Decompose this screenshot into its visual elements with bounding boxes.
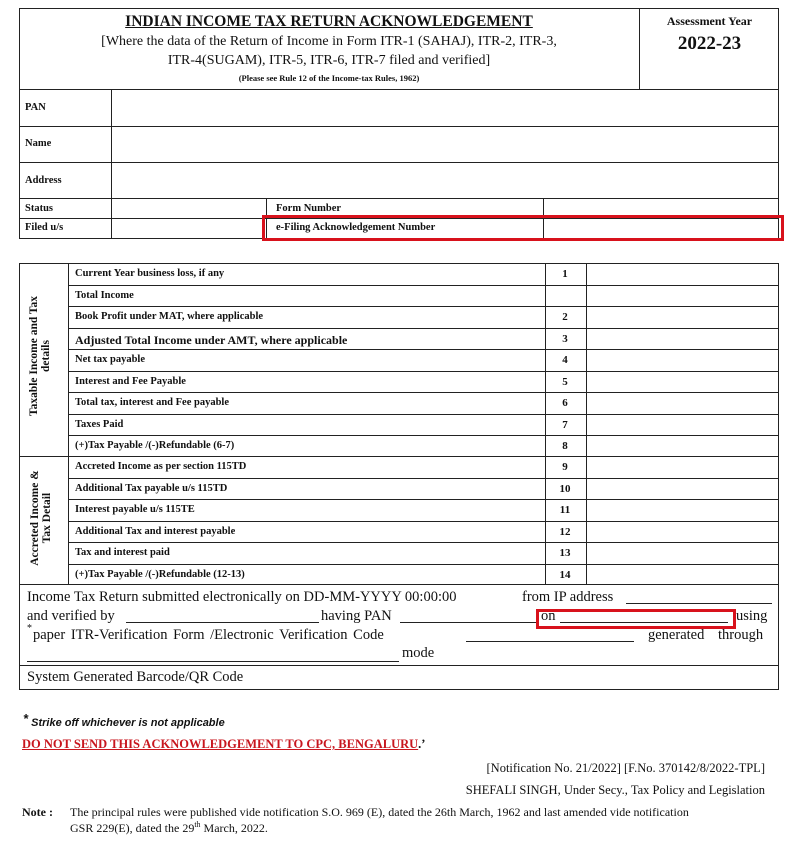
income-row-label: Adjusted Total Income under AMT, where applicable bbox=[75, 332, 348, 347]
income-row-label: Current Year business loss, if any bbox=[75, 268, 225, 279]
verification-line4: mode bbox=[402, 645, 435, 661]
income-row-label: Net tax payable bbox=[75, 354, 145, 365]
accreted-row-number: 10 bbox=[559, 482, 571, 495]
mode-blank bbox=[27, 661, 399, 662]
income-row-label: Taxes Paid bbox=[75, 418, 124, 430]
accreted-row-value bbox=[587, 521, 778, 543]
accreted-row-value bbox=[587, 499, 778, 521]
accreted-row-label: Additional Tax and interest payable bbox=[75, 525, 236, 537]
accreted-row-value bbox=[587, 456, 778, 478]
name-label: Name bbox=[25, 138, 52, 149]
income-row-number: 4 bbox=[562, 354, 568, 366]
verification-line1b: from IP address bbox=[522, 589, 614, 605]
do-not-send-warning: DO NOT SEND THIS ACKNOWLEDGEMENT TO CPC, BENGALURU.’ bbox=[22, 737, 426, 751]
ack-number-label: e-Filing Acknowledgement Number bbox=[276, 222, 436, 233]
income-row-label: Book Profit under MAT, where applicable bbox=[75, 311, 264, 322]
code-blank bbox=[466, 641, 634, 642]
page-subtitle-1: [Where the data of the Return of Income in Form ITR-1 (SAHAJ), ITR-2, ITR-3, bbox=[101, 34, 557, 49]
accreted-row-label: Additional Tax payable u/s 115TD bbox=[75, 482, 228, 494]
income-row-value bbox=[587, 414, 778, 436]
note-line2: GSR 229(E), dated the 29th March, 2022. bbox=[70, 820, 268, 835]
ip-address-blank bbox=[626, 603, 772, 604]
income-row-number: 6 bbox=[562, 397, 568, 409]
filed-label: Filed u/s bbox=[25, 222, 64, 233]
verification-line2d: using bbox=[736, 608, 768, 624]
income-row-number: 8 bbox=[562, 440, 568, 452]
form-number-label: Form Number bbox=[276, 203, 342, 214]
accreted-row-number: 13 bbox=[559, 547, 571, 559]
asterisk-mark: * bbox=[27, 623, 32, 634]
verified-by-blank bbox=[126, 622, 319, 623]
ack-number-highlight bbox=[262, 215, 784, 241]
income-row-number: 5 bbox=[562, 375, 568, 388]
accreted-row-number: 11 bbox=[559, 504, 571, 516]
income-row-value bbox=[587, 349, 778, 371]
income-row-number: 3 bbox=[562, 332, 568, 345]
verification-line3a: paper ITR-Verification Form /Electronic Verification Code bbox=[33, 627, 384, 643]
verification-line1a: Income Tax Return submitted electronically on DD-MM-YYYY 00:00:00 bbox=[27, 589, 457, 605]
income-row-label: Interest and Fee Payable bbox=[75, 375, 186, 387]
assessment-year-label: Assessment Year bbox=[666, 14, 753, 28]
page-title: INDIAN INCOME TAX RETURN ACKNOWLEDGEMENT bbox=[125, 13, 533, 30]
income-row-value bbox=[587, 328, 778, 350]
income-row-number: 2 bbox=[562, 311, 568, 323]
verification-line2b: having PAN bbox=[321, 608, 392, 624]
notification-ref: [Notification No. 21/2022] [F.No. 370142/8/2022-TPL] bbox=[486, 761, 765, 775]
accreted-row-label: Tax and interest paid bbox=[75, 547, 170, 558]
note-line1: The principal rules were published vide notification S.O. 969 (E), dated the 26th March, 1962 and last amended vide notification bbox=[70, 805, 689, 819]
pan-blank bbox=[400, 622, 538, 623]
accreted-row-value bbox=[587, 542, 778, 564]
assessment-year-value: 2022-23 bbox=[677, 33, 742, 54]
income-row-number: 1 bbox=[562, 268, 568, 280]
accreted-row-label: (+)Tax Payable /(-)Refundable (12-13) bbox=[75, 568, 245, 580]
income-row-value bbox=[587, 435, 778, 457]
note-label: Note : bbox=[22, 805, 53, 819]
page-subtitle-2: ITR-4(SUGAM), ITR-5, ITR-6, ITR-7 filed and verified] bbox=[167, 53, 491, 68]
income-row-label: Total tax, interest and Fee payable bbox=[75, 397, 229, 408]
accreted-row-value bbox=[587, 478, 778, 500]
barcode-label: System Generated Barcode/QR Code bbox=[27, 669, 244, 685]
income-row-label: (+)Tax Payable /(-)Refundable (6-7) bbox=[75, 440, 235, 451]
signatory: SHEFALI SINGH, Under Secy., Tax Policy and Legislation bbox=[465, 783, 765, 797]
income-row-value bbox=[587, 306, 778, 328]
accreted-row-number: 14 bbox=[559, 568, 571, 581]
pan-label: PAN bbox=[25, 102, 46, 113]
income-row-value bbox=[587, 263, 778, 285]
accreted-row-label: Interest payable u/s 115TE bbox=[75, 504, 195, 515]
income-row-label: Total Income bbox=[75, 289, 134, 301]
verification-line3b: generated through bbox=[648, 627, 764, 643]
income-row-value bbox=[587, 285, 778, 307]
income-row-value bbox=[587, 371, 778, 393]
income-row-value bbox=[587, 392, 778, 414]
income-section-label: Taxable Income and Tax details bbox=[28, 295, 52, 417]
status-label: Status bbox=[25, 203, 54, 214]
verification-line2c: on bbox=[541, 608, 556, 624]
rule-note: (Please see Rule 12 of the Income-tax Rules, 1962) bbox=[238, 73, 420, 83]
verification-line2a: and verified by bbox=[27, 608, 115, 624]
strike-note: * Strike off whichever is not applicable bbox=[23, 711, 225, 729]
accreted-row-value bbox=[587, 564, 778, 586]
accreted-row-number: 9 bbox=[562, 461, 568, 473]
accreted-section-label: Accreted Income & Tax Detail bbox=[29, 470, 53, 566]
date-highlight bbox=[536, 609, 736, 629]
address-label: Address bbox=[25, 175, 62, 186]
accreted-row-label: Accreted Income as per section 115TD bbox=[75, 461, 247, 472]
income-row-number: 7 bbox=[562, 418, 568, 431]
accreted-row-number: 12 bbox=[559, 525, 571, 538]
